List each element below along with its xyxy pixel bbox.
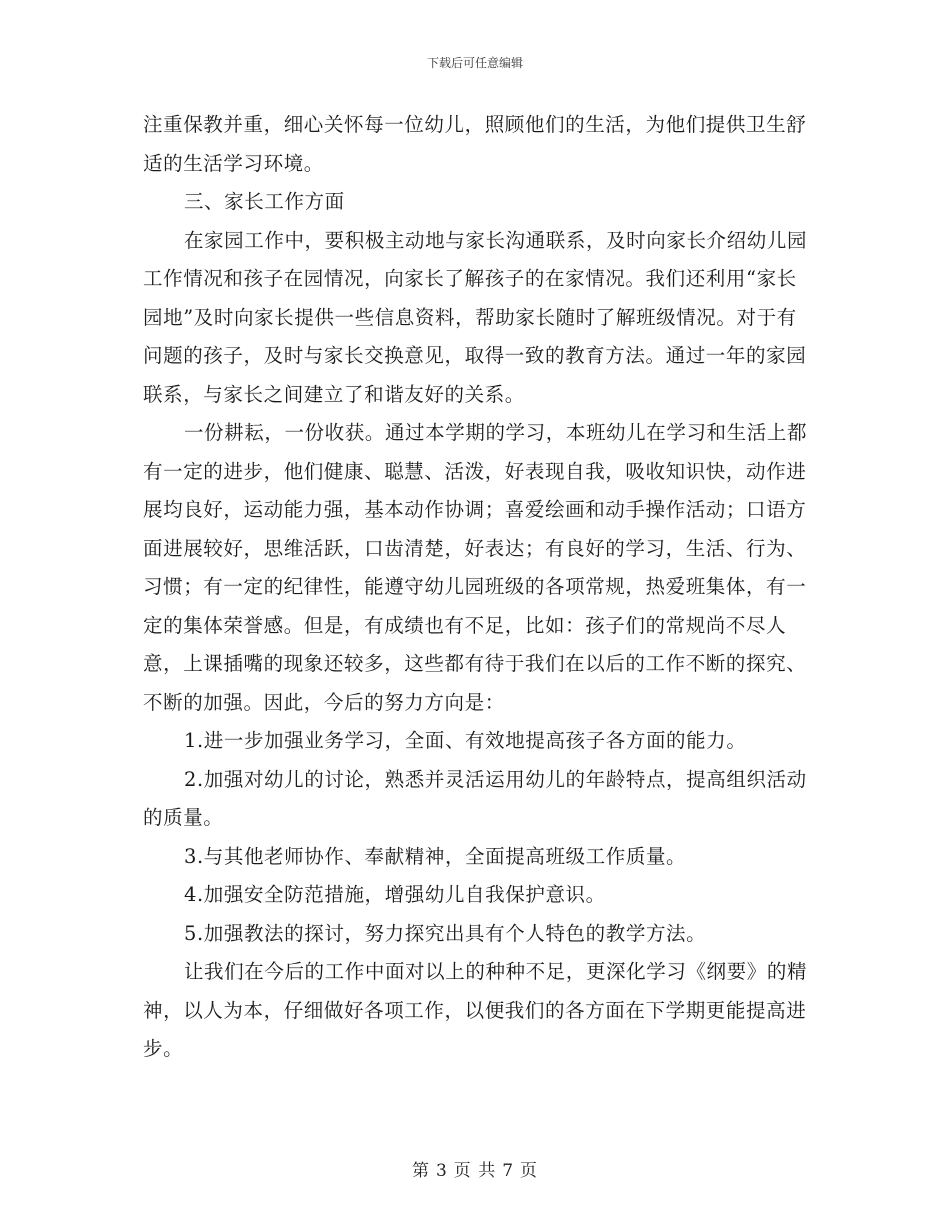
paragraph: 注重保教并重，细心关怀每一位幼儿，照顾他们的生活，为他们提供卫生舒适的生活学习环境。 xyxy=(143,113,807,175)
paragraph: 让我们在今后的工作中面对以上的种种不足，更深化学习《纲要》的精神，以人为本，仔细做好各项工作，以便我们的各方面在下学期更能提高进步。 xyxy=(143,960,808,1060)
list-item: 1.进一步加强业务学习，全面、有效地提高孩子各方面的能力。 xyxy=(183,729,747,752)
paragraph: 在家园工作中，要积极主动地与家长沟通联系，及时向家长介绍幼儿园工作情况和孩子在园情况，向家长了解孩子的在家情况。我们还利用“家长园地”及时向家长提供一些信息资料，帮助家长随时了解班级情况。对于有问题的孩子，及时与家长交换意见，取得一致的教育方法。通过一年的家园联系，与家长之间建立了和谐友好的关系。 xyxy=(143,228,808,406)
list-item: 4.加强安全防范措施，增强幼儿自我保护意识。 xyxy=(183,883,606,906)
footer-suffix: 页 xyxy=(520,1161,539,1181)
page-footer xyxy=(0,1156,950,1181)
paragraph: 一份耕耘，一份收获。通过本学期的学习，本班幼儿在学习和生活上都有一定的进步，他们健康、聪慧、活泼，好表现自我，吸收知识快，动作进展均良好，运动能力强，基本动作协调；喜爱绘画和动手操作活动；口语方面进展较好，思维活跃，口齿清楚，好表达；有良好的学习，生活、行为、习惯；有一定的纪律性，能遵守幼儿园班级的各项常规，热爱班集体，有一定的集体荣誉感。但是，有成绩也有不足，比如：孩子们的常规尚不尽人意，上课插嘴的现象还较多，这些都有待于我们在以后的工作不断的探究、不断的加强。因此，今后的努力方向是： xyxy=(143,421,808,714)
footer-total-pages: 7 xyxy=(502,1161,515,1181)
section-heading: 三、家长工作方面 xyxy=(183,190,345,213)
list-item: 5.加强教法的探讨，努力探究出具有个人特色的教学方法。 xyxy=(183,921,707,945)
document-body xyxy=(143,106,813,1069)
footer-middle: 页 共 xyxy=(453,1161,497,1181)
footer-prefix: 第 xyxy=(411,1161,430,1181)
list-item: 2.加强对幼儿的讨论，熟悉并灵活运用幼儿的年龄特点，提高组织活动的质量。 xyxy=(143,767,807,829)
header-note: 下载后可任意编辑 xyxy=(426,56,523,70)
footer-page-number: 3 xyxy=(435,1161,448,1181)
list-item: 3.与其他老师协作、奉献精神，全面提高班级工作质量。 xyxy=(183,844,687,868)
